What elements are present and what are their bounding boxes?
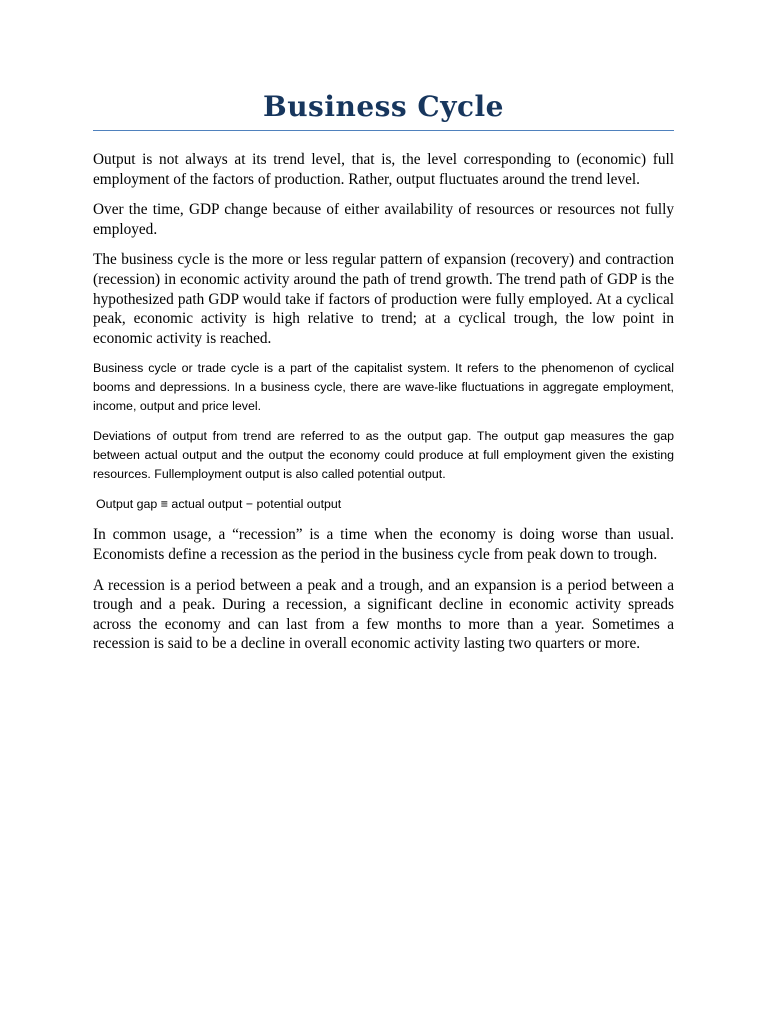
paragraph-recession-definition: A recession is a period between a peak and a trough, and an expansion is a period between a trough and a peak. During a recession, a significant decline in economic activity spreads across the economy and can last from a few months to more than a year. Sometimes a recession is said to be a decline in overall economic activity lasting two quarters or more. — [93, 576, 674, 653]
paragraph-gdp-change: Over the time, GDP change because of either availability of resources or resources not fully employed. — [93, 201, 674, 238]
paragraph-trade-cycle: Business cycle or trade cycle is a part of the capitalist system. It refers to the phenomenon of cyclical booms and depressions. In a business cycle, there are wave-like fluctuations in aggregate employment, income, output and price level. — [93, 361, 674, 414]
paragraph-output-gap: Deviations of output from trend are referred to as the output gap. The output gap measures the gap between actual output and the output the economy could produce at full employment given the existing resources. Fullemployment output is also called potential output. — [93, 429, 674, 482]
paragraph-trend-level: Output is not always at its trend level, that is, the level corresponding to (economic) full employment of the factors of production. Rather, output fluctuates around the trend level. — [93, 151, 674, 188]
paragraph-recession-usage: In common usage, a “recession” is a time when the economy is doing worse than usual. Economists define a recession as the period in the business cycle from peak down to trough. — [93, 526, 674, 563]
output-gap-formula: Output gap ≡ actual output − potential output — [96, 497, 342, 512]
document-page — [93, 88, 674, 665]
title-underline — [93, 130, 674, 131]
document-title: Business Cycle — [263, 90, 504, 123]
paragraph-business-cycle-definition: The business cycle is the more or less regular pattern of expansion (recovery) and contraction (recession) in economic activity around the path of trend growth. The trend path of GDP is the hypothesized path GDP would take if factors of production were fully employed. At a cyclical peak, economic activity is high relative to trend; at a cyclical trough, the low point in economic activity is reached. — [93, 251, 674, 347]
